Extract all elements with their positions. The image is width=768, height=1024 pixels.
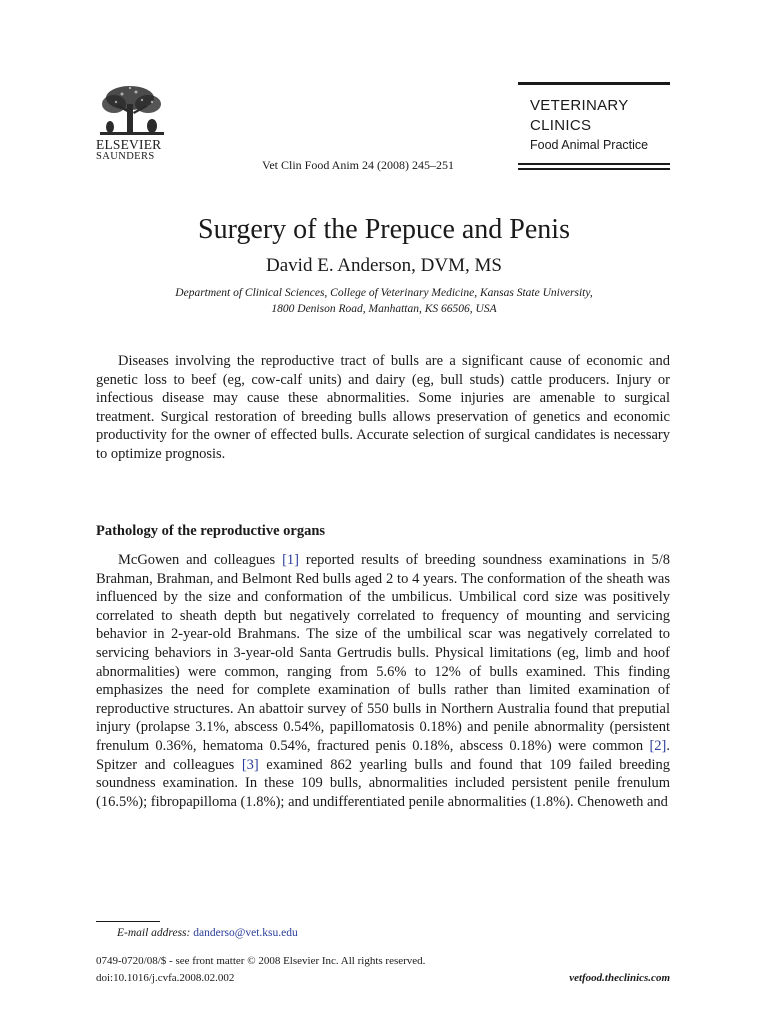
abstract-paragraph: Diseases involving the reproductive tract of bulls are a significant cause of economic and genetic loss to beef (eg, cow-calf units) and dairy (eg, bull studs) cattle producers. Injury or infectious disease may cause these abnormalities. Some injuries are amenable to surgical treatment. Surgical restoration of breeding bulls allows preservation of genetics and economic productivity for the owner of effected bulls. Accurate selection of surgical candidates is necessary to optimize prognosis.: [96, 353, 670, 462]
elsevier-tree-logo: [96, 82, 168, 140]
copyright-notice: 0749-0720/08/$ - see front matter © 2008 Elsevier Inc. All rights reserved.: [96, 955, 426, 967]
publisher-name: ELSEVIER: [96, 137, 162, 152]
reference-link-3[interactable]: [3]: [241, 756, 259, 773]
journal-brand-subtitle: Food Animal Practice: [530, 138, 649, 152]
paragraph-text: McGowen and colleagues: [118, 552, 283, 568]
body-paragraph: [96, 551, 670, 811]
paragraph-text: reported results of breeding soundness examinations in 5/8 Brahman, Brahman, and Belmont Red bulls aged 2 to 4 years. The conformation of the sheath was influenced by the size and conformation of the umbilicus. Umbilical cord size was positively correlated to sheath depth but negatively correlated to frequency of mounting and servicing behavior in 2-year-old Brahmans. The size of the umbilical scar was negatively correlated to servicing behaviors in 3-year-old Santa Gertrudis bulls. Physical limitations (eg, limb and hoof abnormalities) were common, ranging from 5.6% to 12% of bulls examined. This finding emphasizes the need for complete examination of bulls rather than limited examination of reproductive structures. An abattoir survey of 550 bulls in Northern Australia found that preputial injury (prolapse 3.1%, abscess 0.54%, papillomatosis 0.18%) and penile abnormality (persistent frenulum 0.36%, hematoma 0.54%, fractured penis 0.18%, abscess 0.18%) were common: [96, 552, 670, 754]
doi-text: doi:10.1016/j.cvfa.2008.02.002: [96, 972, 235, 984]
journal-brand-line1: VETERINARY: [530, 97, 629, 114]
author-affiliation: [100, 286, 668, 317]
brand-rule-bottom-2: [518, 168, 670, 170]
affiliation-line: Department of Clinical Sciences, College of Veterinary Medicine, Kansas State University,: [175, 287, 593, 299]
paragraph-text: . Spitzer and colleagues: [96, 737, 670, 773]
reference-link-1[interactable]: [1]: [282, 552, 299, 568]
author-email-link[interactable]: danderso@vet.ksu.edu: [193, 927, 298, 939]
affiliation-line: 1800 Denison Road, Manhattan, KS 66506, USA: [271, 302, 497, 315]
journal-brand-line2: CLINICS: [530, 117, 592, 134]
reference-link-2[interactable]: [2]: [649, 737, 667, 754]
brand-rule-bottom: [518, 163, 670, 165]
journal-citation: Vet Clin Food Anim 24 (2008) 245–251: [262, 158, 455, 172]
publisher-imprint: SAUNDERS: [96, 151, 155, 162]
journal-website-link[interactable]: vetfood.theclinics.com: [569, 972, 670, 984]
paragraph-text: examined 862 yearling bulls and found that 109 failed breeding soundness examination. In these 109 bulls, abnormalities included persistent penile frenulum (16.5%); fibropapilloma (1.8%); and undifferentiated penile abnormalities (1.8%). Chenoweth and: [96, 756, 670, 810]
footnote-divider: [96, 921, 160, 922]
author-name: David E. Anderson, DVM, MS: [266, 255, 502, 276]
brand-rule-top: [518, 82, 670, 85]
email-label: E-mail address:: [117, 927, 191, 939]
author-email-footnote: [117, 927, 298, 939]
section-heading: Pathology of the reproductive organs: [96, 523, 326, 539]
article-title: Surgery of the Prepuce and Penis: [198, 214, 570, 245]
